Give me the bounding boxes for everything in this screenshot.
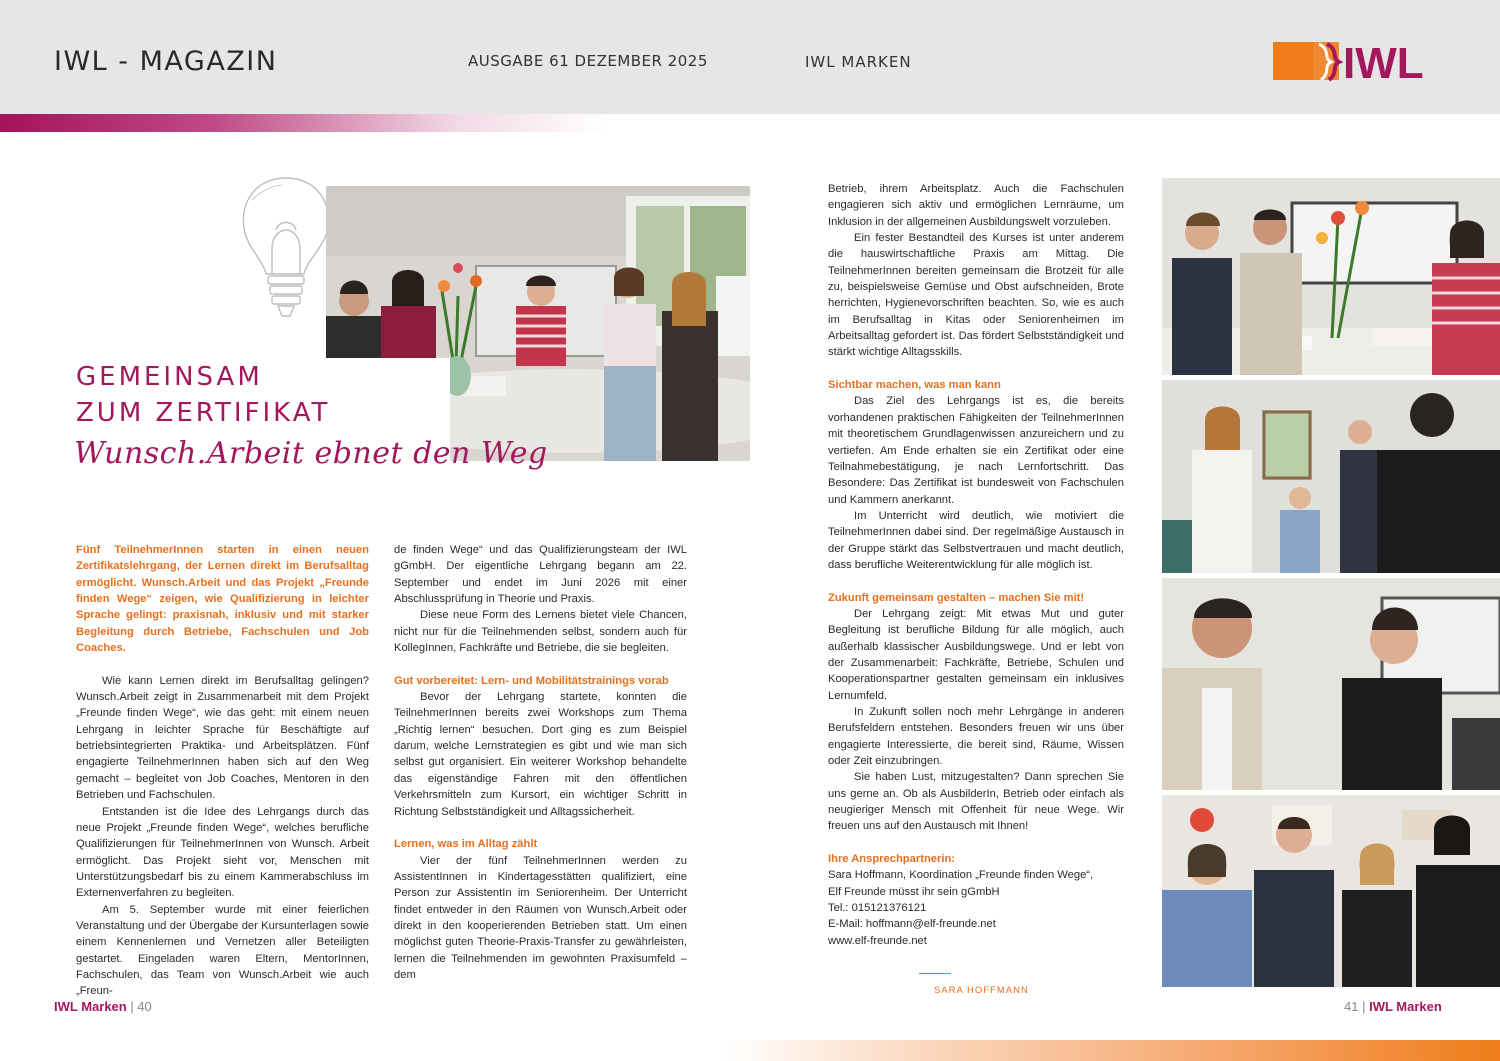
- article-title-block: [64, 358, 548, 484]
- author-divider: [919, 973, 951, 974]
- contact-heading: Ihre Ansprechpartnerin:: [828, 853, 956, 866]
- title-line-2: ZUM ZERTIFIKAT: [76, 398, 331, 428]
- lead-paragraph: Fünf TeilnehmerInnen starten in einen neuen Zertifikatslehrgang, der Lernen direkt im Berufsalltag ermöglicht. Wunsch.Arbeit und das Projekt „Freunde finden Wege“ zeigen, wie Qualifizierung in leichter Sprache gelingt: praxisnah, inklusiv und mit starker Begleitung durch Betriebe, Fachschulen und Job Coaches.: [76, 544, 369, 655]
- body-paragraph: Sie haben Lust, mitzugestalten? Dann sprechen Sie uns gerne an. Ob als AusbilderIn, Betrieb oder einfach als neugieriger Mensch mit Offenheit für neue Wege. Wir freuen uns auf den Austausch mit Ihnen!: [828, 771, 1124, 833]
- magazine-name: IWL - MAGAZIN: [54, 46, 278, 77]
- subheading: Gut vorbereitet: Lern- und Mobilitätstrainings vorab: [394, 674, 669, 687]
- page-number-left: 40: [137, 999, 152, 1014]
- photo-conversation: [1162, 380, 1500, 573]
- footer-separator: |: [1358, 999, 1370, 1014]
- page-number-right: 41: [1344, 999, 1359, 1014]
- photo-group-standing: [1162, 178, 1500, 375]
- footer-gradient-bar: [720, 1040, 1500, 1061]
- body-paragraph: Vier der fünf TeilnehmerInnen werden zu AssistentInnen in Kindertagesstätten qualifiziert, eine Person zur AssistentIn im Seniorenheim. Der Unterricht findet entweder in den Räumen von Wunsch.Arbeit oder direkt in den kooperierenden Betrieben statt. Um einen möglichst guten Theorie-Praxis-Transfer zu gewährleisten, lernen die Teilnehmenden im gewohnten Praxisumfeld – dem: [394, 854, 687, 981]
- subheading: Sichtbar machen, was man kann: [828, 379, 1001, 392]
- contact-email[interactable]: E-Mail: hoffmann@elf-freunde.net: [828, 918, 996, 931]
- body-paragraph: Im Unterricht wird deutlich, wie motiviert die TeilnehmerInnen dabei sind. Der regelmäßige Austausch in der Gruppe stärkt das Selbstvertrauen und macht deutlich, dass berufliche Weiterentwicklung für alle möglich ist.: [828, 509, 1124, 571]
- photo-group-smiling: [1162, 795, 1500, 987]
- author-credit: SARA HOFFMANN: [934, 985, 1029, 996]
- column-1: [76, 542, 369, 1000]
- lightbulb-icon: [232, 170, 340, 330]
- body-paragraph: Ein fester Bestandteil des Kurses ist unter anderem die hauswirtschaftliche Praxis am Mittag. Die TeilnehmerInnen bereiten gemeinsam die Brotzeit für alle zu, beispielsweise Gemüse und Obst aufschneiden, Brote herrichten, Hygienevorschriften beachten. So, wie es auch im Berufsalltag in Kitas oder Seniorenheimen im Arbeitsalltag gefordert ist. Das fördert Selbstständigkeit und stärkt wichtige Alltagsskills.: [828, 232, 1124, 359]
- header-gradient-bar: [0, 114, 610, 132]
- svg-text:IWL: IWL: [1343, 40, 1424, 82]
- body-paragraph: In Zukunft sollen noch mehr Lehrgänge in anderen Berufsfeldern entstehen. Besonders freuen wir uns über engagierte Interessierte, die bereit sind, Räume, Wissen oder Zeit einzubringen.: [828, 706, 1124, 768]
- subheading: Lernen, was im Alltag zählt: [394, 838, 538, 851]
- body-paragraph: de finden Wege“ und das Qualifizierungsteam der IWL gGmbH. Der eigentliche Lehrgang begann am 22. September und endet im Juni 2026 mit einer Abschlussprüfung in Theorie und Praxis.: [394, 544, 687, 606]
- body-paragraph: Bevor der Lehrgang startete, konnten die TeilnehmerInnen bereits zwei Workshops zum Thema „Richtig lernen“ besuchen. Dort ging es zum Beispiel darum, welche Lernstrategien es gibt und wie man sich selbst gut organisiert. Ein weiterer Workshop behandelte das eigenständige Fahren mit den öffentlichen Verkehrsmitteln zum Kursort, ein wichtiger Schritt in Richtung Selbstständigkeit und Alltagssicherheit.: [394, 691, 687, 818]
- iwl-logo: [1273, 40, 1448, 82]
- contact-line: Elf Freunde müsst ihr sein gGmbH: [828, 885, 1000, 898]
- title-line-1: GEMEINSAM: [76, 362, 263, 392]
- contact-website[interactable]: www.elf-freunde.net: [828, 934, 927, 947]
- column-2: [394, 542, 687, 983]
- footer-left: [54, 999, 152, 1014]
- body-paragraph: Wie kann Lernen direkt im Berufsalltag gelingen? Wunsch.Arbeit zeigt in Zusammenarbeit mit dem Projekt „Freunde finden Wege“, wie das geht: mit einem neuen Lehrgang in leichter Sprache für Beschäftigte auf betriebsintegrierten Praktika- und Arbeitsplätzen. Fünf engagierte TeilnehmerInnen haben sich auf den Weg gemacht – begleitet von Job Coaches, Mentoren in den Betrieben und Fachschulen.: [76, 674, 369, 802]
- footer-section-name: IWL Marken: [54, 999, 127, 1014]
- issue-label: AUSGABE 61 DEZEMBER 2025: [468, 52, 708, 70]
- contact-phone: Tel.: 015121376121: [828, 902, 927, 915]
- body-paragraph: Das Ziel des Lehrgangs ist es, die bereits vorhandenen praktischen Fähigkeiten der TeilnehmerInnen mit theoretischem Grundlagenwissen anzureichern und zu vertiefen. Am Ende erhalten sie ein Zertifikat oder eine Teilnahmebestätigung, je nach Lernfortschritt. Das Besondere: Das Zertifikat ist bundesweit von Fachschulen und Kammern anerkannt.: [828, 395, 1124, 506]
- contact-line: Sara Hoffmann, Koordination „Freunde finden Wege“,: [828, 869, 1094, 882]
- title-subtitle: Wunsch.Arbeit ebnet den Weg: [74, 436, 548, 471]
- footer-right: [1344, 999, 1442, 1014]
- body-paragraph: Entstanden ist die Idee des Lehrgangs durch das neue Projekt „Freunde finden Wege“, welches berufliche Qualifizierungen für TeilnehmerInnen von Wunsch. Arbeit ermöglicht. Das Projekt sieht vor, Menschen mit Unterstützungsbedarf bis zu einem Kammerabschluss im Externenverfahren zu begleiten.: [76, 805, 369, 900]
- body-paragraph: Betrieb, ihrem Arbeitsplatz. Auch die Fachschulen engagieren sich aktiv und ermöglichen Lernräume, um Inklusion in der allgemeinen Ausbildungswelt vorzuleben.: [828, 183, 1124, 228]
- photo-conversation-closeup: [1162, 578, 1500, 790]
- body-paragraph: Der Lehrgang zeigt: Mit etwas Mut und guter Begleitung ist berufliche Bildung für alle möglich, auch außerhalb klassischer Ausbildungswege. Und er lebt von der Zusammenarbeit: Fachkräfte, Betriebe, Schulen und Kooperationspartner gestalten gemeinsam ein inklusives Lernumfeld.: [828, 607, 1124, 702]
- column-3: [828, 181, 1124, 949]
- body-paragraph: Diese neue Form des Lernens bietet viele Chancen, nicht nur für die Teilnehmenden selbst, sondern auch für KollegInnen, Fachkräfte und Betriebe, die sie begleiten.: [394, 609, 687, 655]
- section-label: IWL MARKEN: [805, 53, 912, 71]
- subheading: Zukunft gemeinsam gestalten – machen Sie mit!: [828, 591, 1085, 604]
- footer-section-name: IWL Marken: [1369, 999, 1442, 1014]
- page-header: [0, 0, 1500, 114]
- body-paragraph: Am 5. September wurde mit einer feierlichen Veranstaltung und der Übergabe der Kursunterlagen sowie einem Kennenlernen und Vernetzen aller Beteiligten gestartet. Eingeladen waren Eltern, MentorInnen, Fachschulen, das Team von Wunsch.Arbeit wie auch „Freun-: [76, 903, 369, 998]
- footer-separator: |: [126, 999, 138, 1014]
